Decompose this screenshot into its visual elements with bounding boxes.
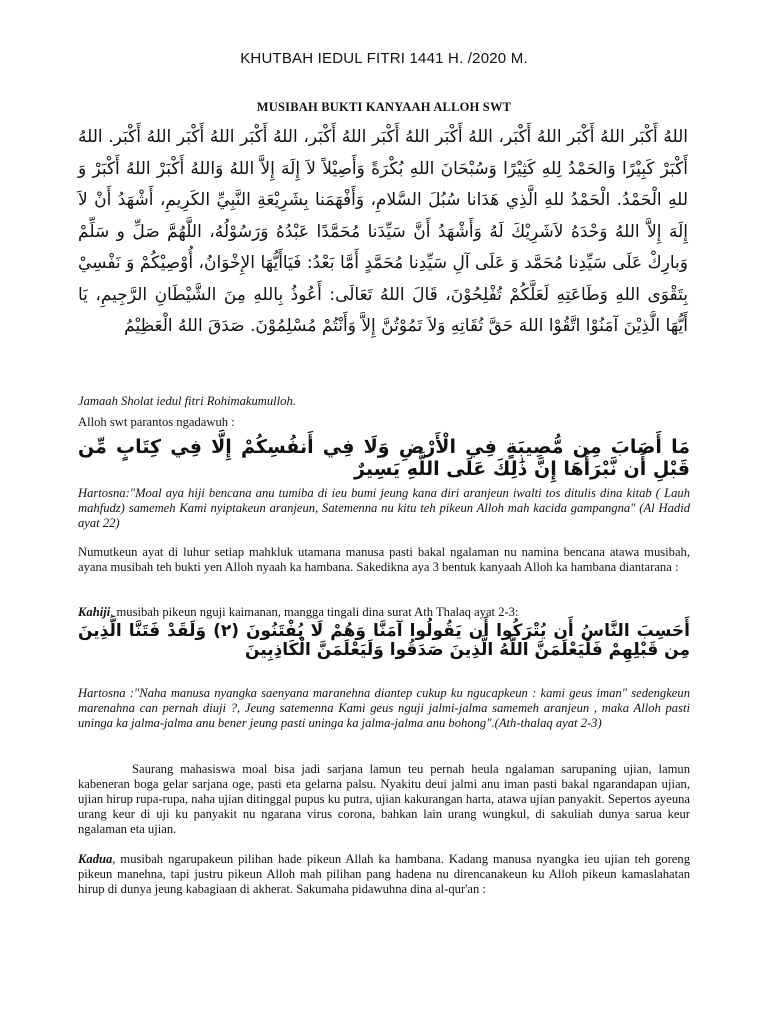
opening-arabic-text: اللهُ أَكْبَر اللهُ أَكْبَر اللهُ أَكْبَر، اللهُ أَكْبَر اللهُ أَكْبَر اللهُ أَكْبَر، اللهُ أَكْبَر اللهُ أَكْبَر اللهُ أَكْبَر. اللهُ أَكْبَرْ كَبِيْرًا وَالحَمْدُ لِلهِ كَثِيْرًا وَسُبْحَانَ اللهِ بُكْرَةً وَأَصِيْلاً لاَ إِلَهَ إِلاَّ اللهُ وَاللهُ أَكْبَرْ اللهُ أَكْبَرْ وَ للهِ الْحَمْدُ. الْحَمْدُ للهِ الَّذِي هَدَانا سُبُلَ السَّلامِ، وَأَفْهَمَنا بِشَرِيْعَةِ النَّبِيِّ الكَرِيمِ، أَشْهَدُ أَنْ لاَ إِلَهَ إِلاَّ اللهُ وَحْدَهُ لاَشَرِيْكَ لَهُ وَأَشْهَدُ أَنَّ سَيِّدَنا مُحَمَّدًا عَبْدُهُ وَرَسُوْلُهُ، اللَّهُمَّ صَلِّ و سَلِّمْ وَبارِكْ عَلَى سَيِّدِنا مُحَمَّد وَ عَلَى آلِ سَيِّدِنا مُحَمَّدٍ أَمَّا بَعْدُ: فَيَاأَيُّهَا الإِخْوَانُ، أُوْصِيْكُمْ وَ نَفْسِيْ بِتَقْوَى اللهِ وَطَاعَتِهِ لَعَلَّكُمْ تُفْلِحُوْنَ، قَالَ اللهُ تَعَالَى: أَعُوذُ بِاللهِ مِنَ الشَّيْطَانِ الرَّجِيمِ، يَا أَيُّهَا الَّذِيْنَ آمَنُوْا اتَّقُوْا اللهَ حَقَّ تُقَاتِهِ وَلاَ تَمُوْتُنَّ إِلاَّ وَأَنْتُمْ مُسْلِمُوْنَ. صَدَقَ اللهُ الْعَظِيْمُ [78,127,688,336]
kadua-text: , musibah ngarupakeun pilihan hade pikeun Allah ka hambana. Kadang manusa nyangka ieu ujian teh goreng pikeun manehna, tapi justru pikeun Alloh mah pilihan pang hadena nu direncanakeun ku Alloh pikeun kamaslahatan hirup di dunya jeung kabagiaan di akherat. Sakumaha pidawuhna dina al-qur'an : [78,852,690,896]
verse-ath-thalaq-arabic: أَحَسِبَ النَّاسُ أَن يُتْرَكُوا أَن يَقُولُوا آمَنَّا وَهُمْ لَا يُفْتَنُونَ (٢) وَلَقَدْ فَتَنَّا الَّذِينَ مِن قَبْلِهِمْ فَلَيَعْلَمَنَّ اللَّهُ الَّذِينَ صَدَقُوا وَلَيَعْلَمَنَّ الْكَاذِبِينَ [78,621,691,660]
paragraph-saurang: Saurang mahasiswa moal bisa jadi sarjana lamun teu pernah heula ngalaman sarupaning ujian, lamun kabeneran boga gelar sarjana oge, pasti eta gelarna palsu. Nyakitu deui jalmi anu iman pasti bakal ngarandapan ujian, ujian hirup rupa-rupa, naha ujian ditinggal pupus ku putra, ujian kakurangan harta, atawa ujian panyakit. Sepertos ayeuna urang keur di uji ku panyakit nu ngarana virus corona, bahkan lain urang wungkul, di sakuliah dunya sarua keur ngalaman eta ujian. [78,762,691,836]
paragraph-kadua [78,852,690,897]
page-title: KHUTBAH IEDUL FITRI 1441 H. /2020 M. [240,50,528,67]
page-subtitle: MUSIBAH BUKTI KANYAAH ALLOH SWT [256,100,512,114]
kadua-label: Kadua [78,852,113,866]
verse-al-hadid-arabic: مَا أَصَابَ مِن مُّصِيبَةٍ فِي الْأَرْضِ وَلَا فِي أَنفُسِكُمْ إِلَّا فِي كِتَابٍ مِّن قَبْلِ أَن نَّبْرَأَهَا إِنَّ ذَٰلِكَ عَلَى اللَّهِ يَسِيرٌ [78,436,690,480]
kahiji-text: , musibah pikeun nguji kaimanan, mangga tingali dina surat Ath Thalaq ayat 2-3: [110,605,519,619]
paragraph-numutkeun: Numutkeun ayat di luhur setiap mahkluk utamana manusa pasti bakal ngalaman nu namina bencana atawa musibah, ayana musibah teh bukti yen Alloh nyaah ka hambana. Sakedikna aya 3 bentuk kanyaah Alloh ka hambana diantarana : [78,545,690,574]
intro-line: Alloh swt parantos ngadawuh : [78,415,235,429]
greeting-line: Jamaah Sholat iedul fitri Rohimakumulloh. [78,394,296,408]
kahiji-label: Kahiji [78,605,111,619]
paragraph-kahiji [78,605,690,620]
translation-al-hadid: Hartosna:"Moal aya hiji bencana anu tumiba di ieu bumi jeung kana diri aranjeun iwalti tos ditulis dina kitab ( Lauh mahfudz) samemeh Kami nyiptakeun aranjeun, Satemenna nu kitu teh pikeun Alloh mah kacida gampangna" (Al Hadid ayat 22) [78,486,690,530]
translation-ath-thalaq: Hartosna :"Naha manusa nyangka saenyana maranehna diantep cukup ku ngucapkeun : kami geus iman" sedengkeun marenahna can pernah diuji ?, Jeung satemenna Kami geus nguji jalmi-jalma samemeh aranjeun , maka Alloh pasti uninga ka jalma-jalma anu bener jeung pasti uninga ka jalma-jalma anu bohong".(Ath-thalaq ayat 2-3) [78,686,690,730]
